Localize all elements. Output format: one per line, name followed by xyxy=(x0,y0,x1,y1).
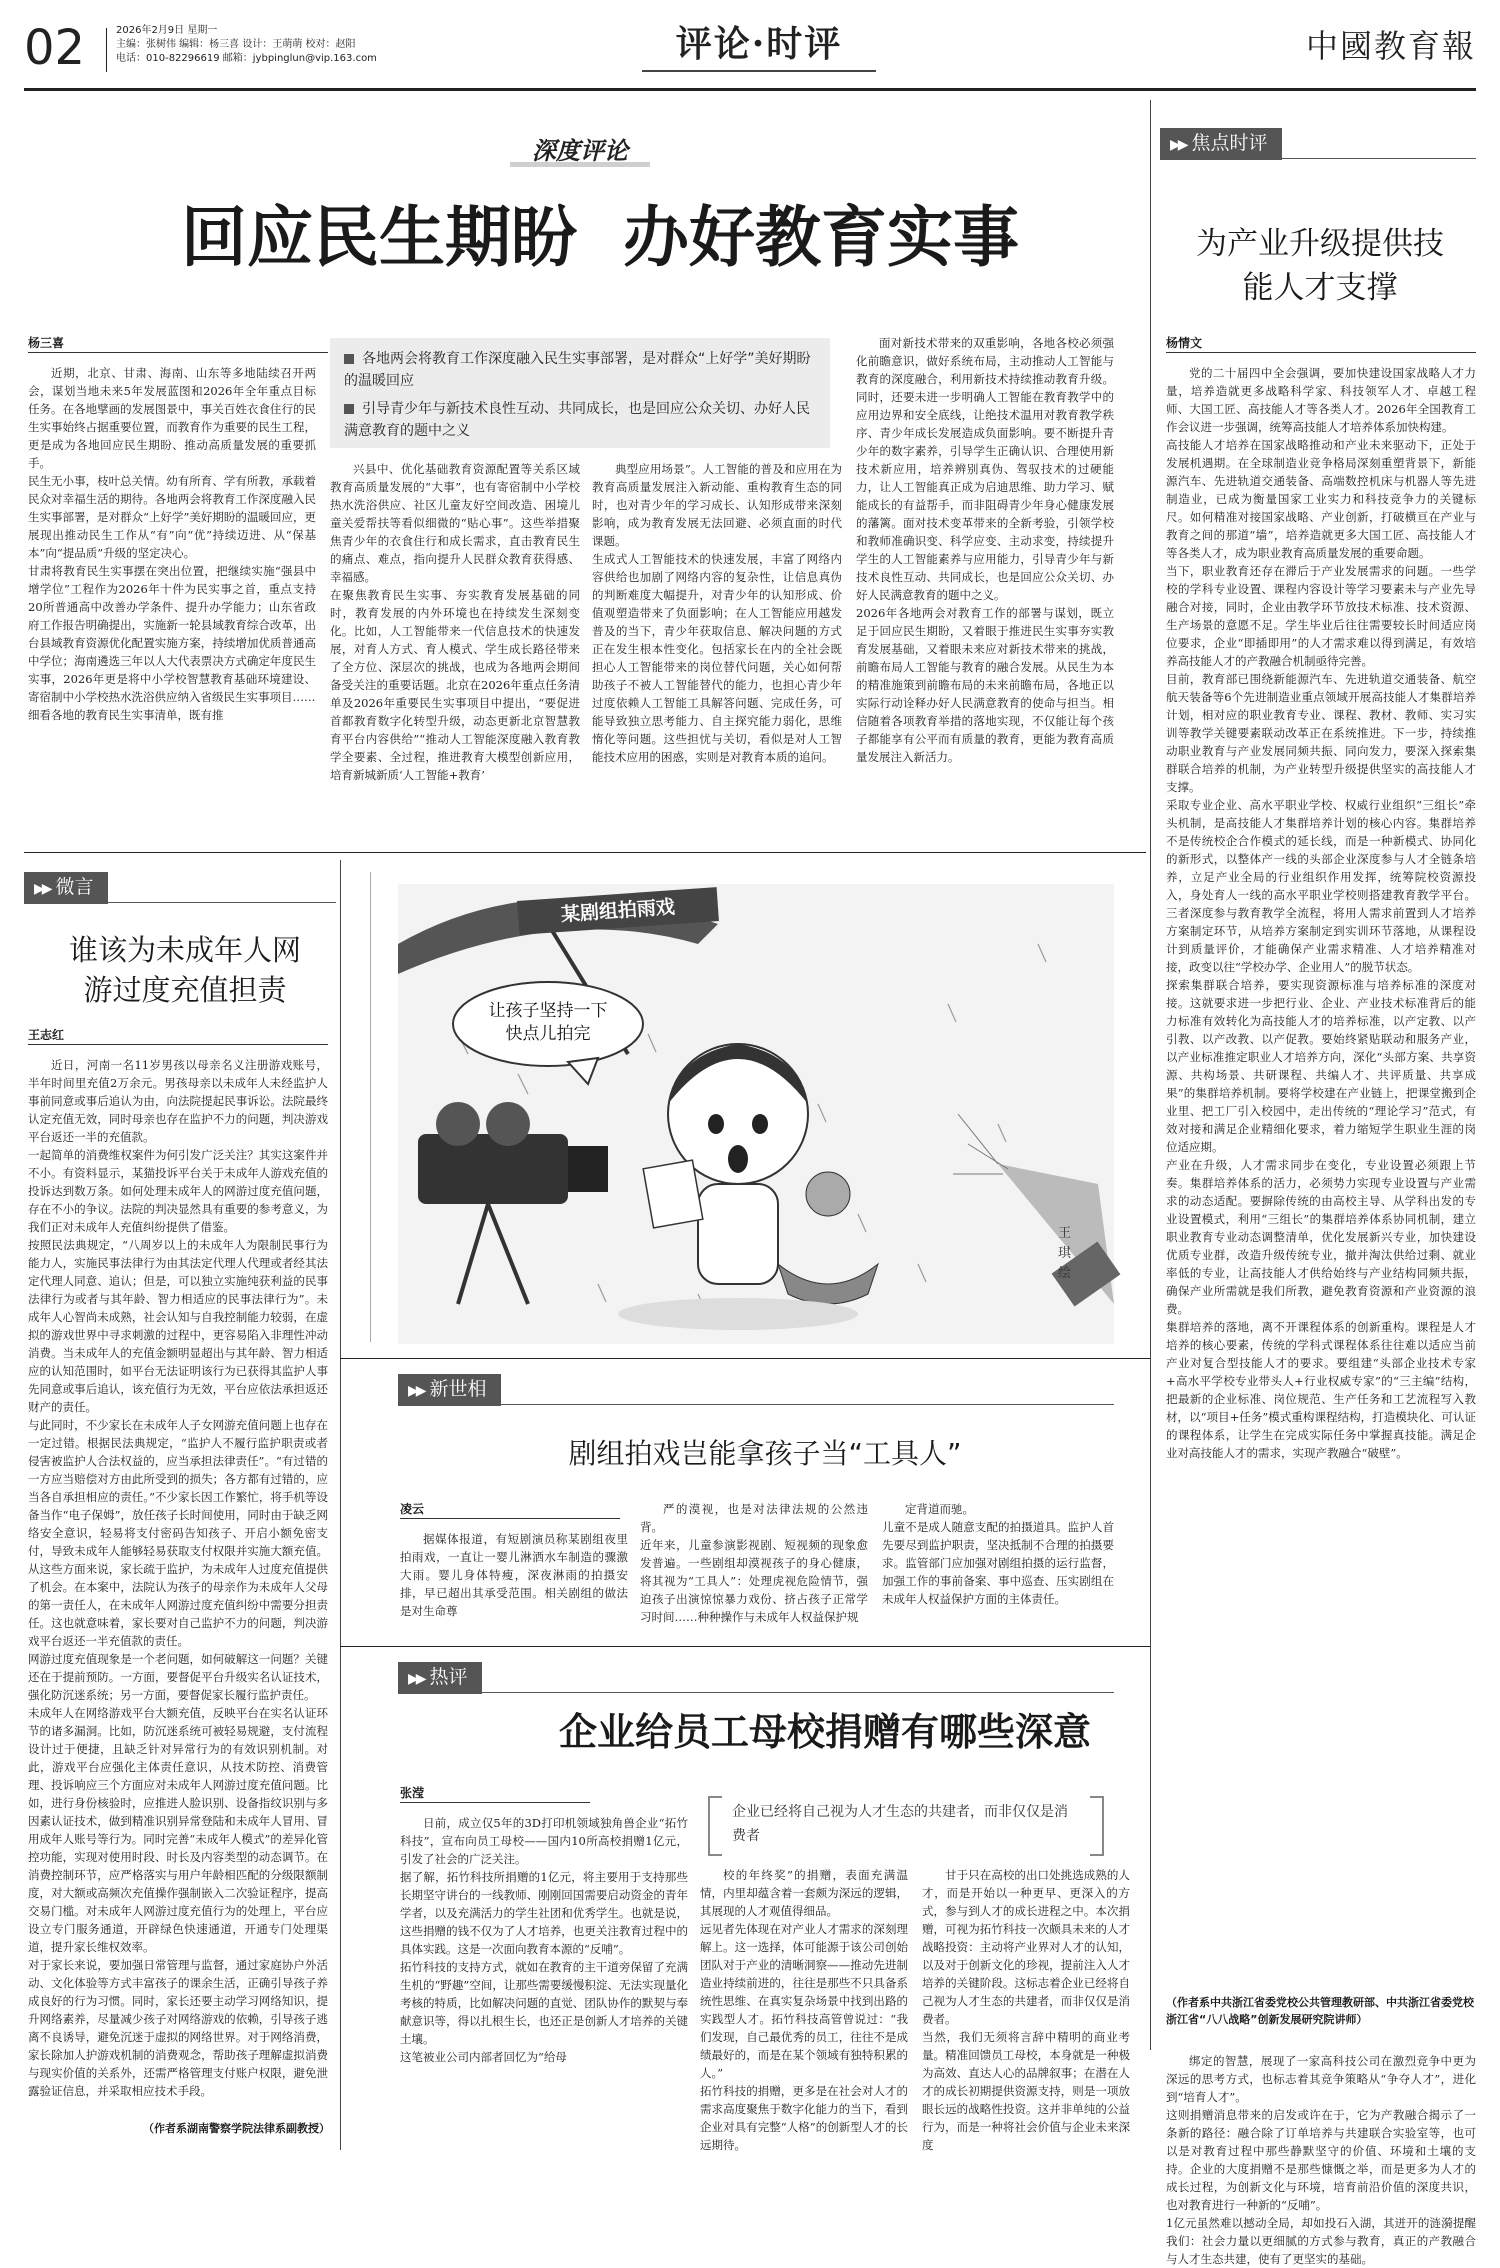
pullquote-1 xyxy=(344,348,816,392)
double-arrow-icon: ▶▶ xyxy=(34,881,50,897)
masthead-rule xyxy=(24,88,1476,91)
xinshijie-tag xyxy=(398,1374,501,1406)
xinshijie-bottom-rule xyxy=(340,1646,1150,1647)
kicker-text: 深度评论 xyxy=(532,136,628,165)
masthead-meta xyxy=(116,24,456,66)
repin-col-4: 绑定的智慧，展现了一家高科技公司在激烈竞争中更为深远的思考方式，也标志着其竞争策略从“争夺人才”，进化到“培育人才”。 这则捐赠消息带来的启发或许在于，它为产教融合揭示了一条新的路径：融合除了订单培养与共建联合实验室等，也可以是对教育过程中那些静默坚守的价值、环境和土壤的支持。企业的大度捐赠不是那些慷慨之举，而是更多为人才的成长过程，为创新文化与环境，培育前沿价值的深度共识，也对教育进行一种新的“反哺”。 1亿元虽然难以撼动全局，却如投石入湖，其迸开的涟漪提醒我们：社会力量以更细腻的方式参与教育，真正的产教融合与人才生态共建，使有了更坚实的基础。 xyxy=(1166,2054,1476,2266)
masthead-vrule xyxy=(106,28,107,72)
cartoon-drawing xyxy=(398,884,1114,1344)
weiyan-tag xyxy=(24,872,108,904)
weiyan-footnote: （作者系湖南警察学院法律系副教授） xyxy=(143,2122,330,2135)
cartoon-artist: 王琪 绘 xyxy=(1058,1226,1072,1281)
weiyan-tag-rule xyxy=(24,902,336,903)
cartoon-left-divider xyxy=(370,872,371,1342)
xinshijie-tag-label: 新世相 xyxy=(429,1378,487,1400)
pullquote-text: 各地两会将教育工作深度融入民生实事部署，是对群众“上好学”美好期盼的温暖回应 xyxy=(344,351,811,389)
double-arrow-icon: ▶▶ xyxy=(1170,137,1186,153)
focus-footnote: （作者系中共浙江省委党校公共管理教研部、中共浙江省委党校浙江省“八八战略”创新发展研究院讲师） xyxy=(1166,1996,1474,2026)
right-column-divider xyxy=(1150,100,1151,2050)
cartoon-illustration xyxy=(398,884,1114,1344)
date-line: 2026年2月9日 星期一 xyxy=(116,25,218,36)
lead-headline: 回应民生期盼 办好教育实事 xyxy=(181,199,1019,276)
lead-col-3: 典型应用场景”。人工智能的普及和应用在为教育高质量发展注入新动能、重构教育生态的同时，也对青少年的学习成长、认知形成带来深刻影响，成为教育发展无法回避、必须直面的时代课题。 生成式人工智能技术的快速发展，丰富了网络内容供给也加剧了网络内容的复杂性，让信息真伪的判断难度大幅提升，对青少年的认知形成、价值观塑造带来了负面影响；在人工智能应用越发普及的当下，青少年获取信息、解决问题的方式正在发生根本性变化。包括家长在内的全社会既担心人工智能带来的岗位替代问题，关心如何帮助孩子不被人工智能替代的能力，也担心青少年过度依赖人工智能工具解答问题、完成任务，可能导致独立思考能力、自主探究能力弱化，思维惰化等问题。这些担忧与关切，看似是对人工智能技术应用的困惑，实则是对教育本质的追问。 xyxy=(592,462,842,764)
focus-tag-label: 焦点时评 xyxy=(1191,132,1268,154)
section-title: 评论·时评 xyxy=(675,23,843,65)
square-bullet-icon xyxy=(344,354,354,364)
double-arrow-icon: ▶▶ xyxy=(408,1671,424,1687)
xinshijie-tag-rule xyxy=(398,1404,1114,1405)
repin-col-3: 甘于只在高校的出口处挑选成熟的人才，而是开始以一种更早、更深入的方式，参与到人才的成长进程之中。本次捐赠，可视为拓竹科技一次颇具未来的人才战略投资：主动将产业界对人才的认知，以及对于创新文化的珍视，提前注入人才培养的关键阶段。这标志着企业已经将自己视为人才生态的共建者，而非仅仅是消费者。 当然，我们无须将言辞中精明的商业考量。精准回馈员工母校，本身就是一种极为高效、直达人心的品牌叙事；在潜在人才的成长初期提供资源支持，则是一项放眼长远的战略性投资。这并非单纯的公益行为，而是一种将社会价值与企业未来深度 xyxy=(922,1868,1130,2152)
xinshijie-headline: 剧组拍戏岂能拿孩子当“工具人” xyxy=(568,1437,962,1470)
repin-author: 张滢 xyxy=(400,1786,425,1800)
weiyan-tag-label: 微言 xyxy=(55,876,94,898)
xinshijie-col-3: 定背道而驰。 儿童不是成人随意支配的拍摄道具。监护人首先要尽到监护职责，坚决抵制不合理的拍摄要求。监管部门应加强对剧组拍摄的运行监督，加强工作的事前备案、事中巡查、压实剧组在未成年人权益保护方面的主体责任。 xyxy=(882,1502,1114,1606)
xinshijie-col-2: 严的漠视，也是对法律法规的公然违背。 近年来，儿童参演影视剧、短视频的现象愈发普遍。一些剧组却漠视孩子的身心健康，将其视为“工具人”：处理虎视危险情节，强迫孩子出演惊惊暴力戏份、挤占孩子正常学习时间……种种操作与未成年人权益保护规 xyxy=(640,1502,868,1624)
lead-kicker xyxy=(510,134,650,174)
repin-author-rule xyxy=(400,1802,590,1803)
editor-line: 主编：张树伟 编辑：杨三喜 设计：王萌萌 校对：赵阳 xyxy=(116,39,356,50)
masthead xyxy=(24,18,1476,88)
focus-body: 党的二十届四中全会强调，要加快建设国家战略人才力量，培养造就更多战略科学家、科技领军人才、卓越工程师、大国工匠、高技能人才等各类人才。2026年全国教育工作会议进一步强调，统筹高技能人才培养体系加快构建。 高技能人才培养在国家战略推动和产业未来驱动下，正处于发展机遇期。在全球制造业竞争格局深刻重塑背景下，新能源汽车、先进轨道交通装备、高端数控机床与机器人等先进制造业，已成为衡量国家工业实力和科技竞争力的关键标尺。如何精准对接国家战略、产业创新，打破横亘在产业与教育之间的那道“墙”，培养造就更多大国工匠、高技能人才等各类人才，成为职业教育高质量发展的重要命题。 当下，职业教育还存在滞后于产业发展需求的问题。一些学校的学科专业设置、课程内容设计等学习要素未与产业先导融合对接，同时，企业由教学环节放技术标准、技术资源、生产场景的意愿不足。学生毕业后往往需要较长时间适应岗位要求，企业“即插即用”的人才需求难以得到满足，有效培养高技能人才的产教融合机制亟待完善。 目前，教育部已围绕新能源汽车、先进轨道交通装备、航空航天装备等6个先进制造业重点领域开展高技能人才集群培养计划，相对应的职业教育专业、课程、教材、教师、实习实训等教学关键要素联动改革正在系统推进。下一步，持续推动职业教育与产业发展同频共振、同向发力，要深入探索集群联合培养的机制，为产业转型升级提供坚实的高技能人才支撑。 采取专业企业、高水平职业学校、权威行业组织“三组长”牵头机制，是高技能人才集群培养计划的核心内容。集群培养不是传统校企合作模式的延长线，而是一种新模式、协同化的新形式，以整体产一线的头部企业深度参与人才全链条培养，立足产业全局的行业组织作用发挥，统筹院校资源投入，身处育人一线的高水平职业学校则搭建教育教学平台。三者深度参与教育教学全流程，将用人需求前置到人才培养方案制定环节，从培养方案制定到实训环节落地，从课程设计到质量评价，才能确保产业需求精准、人才培养精准对接，政变以往“学校办学、企业用人”的脱节状态。 探索集群联合培养，要实现资源标准与培养标准的深度对接。这就要求进一步把行业、企业、产业技术标准背后的能力标准有效转化为高技能人才的培养标准，以产定教、以产引教、以产改教、以产促教。要始终紧贴联动和服务产业，以产业标准推定职业人才培养方向，深化“头部方案、共享资源、共构场景、共研课程、共编人才、共评质量、共享成果”的集群培养机制。要将学校建在产业链上，把课堂搬到企业里、把工厂引入校园中，走出传统的“理论学习”范式，有效对接和满足企业精细化要求，着力缩短学生职业生涯的岗位适应期。 产业在升级，人才需求同步在变化，专业设置必须跟上节奏。集群培养体系的活力，必须势力实现专业设置与产业需求的动态适配。要摒除传统的由高校主导、从学科出发的专业设置模式，利用“三组长”的集群培养体系协同机制，建立职业教育专业动态调整清单，优化发展新兴专业，加快建设优质专业群，改造升级传统专业，撤并淘汰供给过剩、就业率低的专业，让高技能人才供给始终与产业结构同频共振，确保产业所需就是我们所教，避免教育资源和产业资源的浪费。 集群培养的落地，离不开课程体系的创新重构。课程是人才培养的核心要素，传统的学科式课程体系往往难以适应当前产业对复合型技能人才的要求。要组建“头部企业技术专家+高水平学校专业带头人+行业权威专家”的“三主编”结构，把最新的企业标准、岗位规范、生产任务和工艺流程写入教材，以“项目+任务”模式重构课程结构，打造模块化、可认证的课程体系，让学生在完成实际任务中掌握真技能。满足企业对高技能人才的需求，实现产教融合“破壁”。 xyxy=(1166,366,1476,1460)
contact-line: 电话：010-82296619 邮箱：jybpinglun@vip.163.com xyxy=(116,53,377,64)
lead-author: 杨三喜 xyxy=(28,336,65,350)
focus-tag-rule xyxy=(1160,158,1476,159)
weiyan-headline: 谁该为未成年人网游过度充值担责 xyxy=(68,933,301,1007)
cartoon-speech: 让孩子坚持一下快点儿拍完 xyxy=(488,1001,608,1044)
repin-tag xyxy=(398,1662,482,1694)
left-column-divider xyxy=(340,860,341,2150)
repin-headline: 企业给员工母校捐赠有哪些深意 xyxy=(558,1710,1091,1754)
weiyan-body: 近日，河南一名11岁男孩以母亲名义注册游戏账号，半年时间里充值2万余元。男孩母亲以未成年人未经监护人事前同意或事后追认为由，向法院提起民事诉讼。法院最终认定充值无效，同时母亲也存在监护不力的问题，判决游戏平台返还一半的充值款。 一起简单的消费维权案件为何引发广泛关注？其实这案件并不小。有资料显示，某猫投诉平台关于未成年人游戏充值的投诉达到数万条。如何处理未成年人的网游过度充值问题，存在不小的争议。法院的判决显然具有重要的参考意义，为我们正对未成年人充值纠纷提供了借鉴。 按照民法典规定，“八周岁以上的未成年人为限制民事行为能力人，实施民事法律行为由其法定代理人代理或者经其法定代理人同意、追认；但是，可以独立实施纯获利益的民事法律行为或者与其年龄、智力相适应的民事法律行为”。未成年人心智尚未成熟，社会认知与自我控制能力较弱，在虚拟的游戏世界中寻求刺激的过程中，更容易陷入非理性冲动消费。当未成年人的充值金额明显超出与其年龄、智力相适应的认知范围时，如平台无法证明该行为已获得其监护人事先同意或事后追认，该充值行为无效，平台应依法承担返还财产的责任。 与此同时，不少家长在未成年人子女网游充值问题上也存在一定过错。根据民法典规定，“监护人不履行监护职责或者侵害被监护人合法权益的，应当承担法律责任”。“有过错的一方应当赔偿对方由此所受到的损失；各方都有过错的，应当各自承担相应的责任。”不少家长因工作繁忙，将手机等设备当作“电子保姆”，放任孩子长时间使用，同时由于缺乏网络安全意识，轻易将支付密码告知孩子、开启小额免密支付，导致未成年人能够轻易获取支付权限并实施大额充值。从这些方面来说，家长疏于监护，为未成年人过度充值提供了机会。在本案中，法院认为孩子的母亲作为未成年人父母的第一责任人，在未成年人网游过度充值纠纷中需要分担责任。这也就意味着，家长要对自己监护不力的问题，判决游戏平台返还一半充值款的责任。 网游过度充值现象是一个老问题，如何破解这一问题？关键还在于提前预防。一方面，要督促平台升级实名认证技术，强化防沉迷系统；另一方面，要督促家长履行监护责任。 未成年人在网络游戏平台大额充值，反映平台在实名认证环节的诸多漏洞。比如，防沉迷系统可被轻易规避，支付流程设计过于便捷，且缺乏针对异常行为的有效识别机制。对此，游戏平台应强化主体责任意识，从技术防控、消费管理、投诉响应三个方面应对未成年人网游过度充值问题。比如，进行身份核验时，应推进人脸识别、设备指纹识别与多因素认证技术，做到精准识别异常登陆和未成年人冒用、冒用成年人账号等行为。同时完善“未成年人模式”的差异化管控功能，实现对使用时段、时长及内容类型的动态调节。在消费控制环节，应严格落实与用户年龄相匹配的分级限额制度，对大额或高频次充值操作强制嵌入二次验证程序，提高交易门槛。对未成年人网游过度充值行为的处理上，平台应设立专门服务通道，开辟绿色快速通道，开通专门处理渠道，提升家长维权效率。 对于家长来说，要加强日常管理与监督，通过家庭协户外活动、文化体验等方式丰富孩子的课余生活，正确引导孩子养成良好的行为习惯。同时，家长还要主动学习网络知识，提升网络素养，尽量减少孩子对网络游戏的依赖，引导孩子逃离不良诱导，避免沉迷于虚拟的网络世界。对于网络消费，家长除加人护游戏机制的消费观念，帮助孩子理解虚拟消费与现实价值的关系外，还需严格管理支付账户权限，避免泄露验证信息，并采取相应技术手段。 xyxy=(28,1058,328,2098)
focus-author: 杨情文 xyxy=(1166,336,1203,350)
pullquote-bracket-left xyxy=(708,1796,722,1856)
weiyan-author-rule xyxy=(28,1044,328,1045)
xinshijie-col-1: 据媒体报道，有短剧演员称某剧组夜里拍雨戏，一直让一婴儿淋洒水车制造的骤激大雨。婴儿身体特瘦，深夜淋雨的拍摄安排，早已超出其承受范围。相关剧组的做法是对生命尊 xyxy=(400,1532,628,1618)
repin-tag-label: 热评 xyxy=(429,1666,468,1688)
repin-pullquote xyxy=(708,1796,1104,1852)
lead-author-rule xyxy=(28,352,328,353)
paper-name: 中國教育報 xyxy=(1305,27,1476,65)
repin-tag-rule xyxy=(398,1692,1114,1693)
lead-bottom-rule xyxy=(24,852,1146,853)
focus-author-rule xyxy=(1166,352,1476,353)
repin-col-2: 校的年终奖”的捐赠，表面充满温情，内里却蕴含着一套颇为深远的逻辑，其展现的人才观值得细品。 远见者先体现在对产业人才需求的深刻理解上。这一选择，体可能源于该公司创始团队对于产业的清晰洞察——推动先进制造业持续前进的，往往是那些不只具备系统性思维、在真实复杂场景中找到出路的实践型人才。拓竹科技高管曾说过：“我们发现，自己最优秀的员工，往往不是成绩最好的，而是在某个领域有独特积累的人。” 拓竹科技的捐赠，更多是在社会对人才的需求高度聚焦于数字化能力的当下，看到企业对具有完整“人格”的创新型人才的长远期待。 xyxy=(700,1868,908,2152)
cartoon-bottom-rule xyxy=(340,1358,1150,1359)
focus-headline: 为产业升级提供技能人才支撑 xyxy=(1196,226,1444,306)
lead-col-4: 面对新技术带来的双重影响，各地各校必须强化前瞻意识，做好系统布局，主动推动人工智能与教育的深度融合，利用新技术持续推动教育升级。同时，还要未进一步明确人工智能在教育教学中的应用边界和安全底线，让绝技术温用对教育教学秩序、青少年成长发展造成负面影响。要不断提升青少年的数字素养，引导学生正确认识、合理使用新技术新应用，培养辨别真伪、驾驭技术的过硬能力，让人工智能真正成为启迪思维、助力学习、赋能成长的有益帮手，而非阻碍青少年身心健康发展的藩篱。面对技术变革带来的全新考验，引领学校和教师准确识变、科学应变、主动求变，持续提升学生的人工智能素养与应用能力，引导青少年与新技术良性互动、共同成长，也是回应公众关切、办好人民满意教育的题中之义。 2026年各地两会对教育工作的部署与谋划，既立足于回应民生期盼，又着眼于推进民生实事夯实教育发展基础，又着眼未来应对新技术带来的挑战，前瞻布局人工智能与教育的融合发展。从民生为本的精准施策到前瞻布局的未来前瞻布局，各地正以实际行动诠释办好人民满意教育的使命与担当。相信随着各项教育举措的落地实现，不仅能让每个孩子都能享有公平而有质量的教育，更能为教育高质量发展注入新活力。 xyxy=(856,336,1114,764)
pullquote-text: 引导青少年与新技术良性互动、共同成长，也是回应公众关切、办好人民满意教育的题中之义 xyxy=(344,401,810,439)
page-number: 02 xyxy=(24,20,86,76)
xinshijie-author-rule xyxy=(400,1518,620,1519)
weiyan-author: 王志红 xyxy=(28,1028,65,1042)
repin-pullquote-text: 企业已经将自己视为人才生态的共建者，而非仅仅是消费者 xyxy=(732,1804,1068,1844)
lead-pullquote-box xyxy=(330,338,830,448)
repin-col-1: 日前，成立仅5年的3D打印机领域独角兽企业“拓竹科技”，宣布向员工母校——国内10所高校捐赠1亿元，引发了社会的广泛关注。 据了解，拓竹科技所捐赠的1亿元，将主要用于支持那些长期坚守讲台的一线教师、刚刚回国需要启动资金的青年学者，以及充满活力的学生社团和优秀学生。也就是说，这些捐赠的钱不仅为了人才培养，也更关注教育过程中的具体实践。这是一次面向教育本源的“反哺”。 拓竹科技的支持方式，就如在教育的主干道旁保留了充满生机的“野趣”空间，让那些需要缓慢积淀、无法实现量化考核的特质，比如解决问题的直觉、团队协作的默契与奉献意识等，得以扎根生长，也还正是创新人才培养的关键土壤。 这笔被业公司内部者回忆为“给母 xyxy=(400,1816,688,2064)
lead-col-1: 近期，北京、甘肃、海南、山东等多地陆续召开两会，谋划当地未来5年发展蓝图和2026年全年重点目标任务。在各地擘画的发展图景中，事关百姓衣食住行的民生实事始终占据重要位置，而教育作为重要的民生工程，更是成为各地回应民生期盼、推动高质量发展的重要抓手。 民生无小事，枝叶总关情。幼有所育、学有所教，承载着民众对幸福生活的期待。各地两会将教育工作深度融入民生实事部署，是对群众“上好学”美好期盼的温暖回应，更展现出推动民生工作从“有”向“优”持续迈进、从“保基本”向“提品质”升级的坚定决心。 甘肃将教育民生实事摆在突出位置，把继续实施“强县中增学位”工程作为2026年十件为民实事之首，重点支持20所普通高中改善办学条件、提升办学能力；山东省政府工作报告明确提出，实施新一轮县域教育综合改革，出台县域教育资源优化配置实施方案，持续增加优质普通高中学位；海南遴选三年以人大代表票决方式确定年度民生实事，2026年更是将中小学校智慧教育基础环境建设、寄宿制中小学校热水洗浴供应纳入省级民生实事项目…… 细看各地的教育民生实事清单，既有推 xyxy=(28,366,316,722)
section-title-underline xyxy=(642,70,876,72)
cartoon-banner-text: 某剧组拍雨戏 xyxy=(560,896,676,926)
pullquote-bracket-right xyxy=(1090,1796,1104,1856)
pullquote-2 xyxy=(344,398,816,442)
lead-col-2: 兴县中、优化基础教育资源配置等关系区域教育高质量发展的“大事”，也有寄宿制中小学校热水洗浴供应、社区儿童友好空间改造、困境儿童关爱帮扶等看似细微的“贴心事”。这些举措聚焦青少年的衣食住行和成长需求，直击教育民生的痛点、难点，指向提升人民群众教育获得感、幸福感。 在聚焦教育民生实事、夯实教育发展基础的同时，教育发展的内外环境也在持续发生深刻变化。比如，人工智能带来一代信息技术的快速发展，对育人方式、育人模式、学生成长路径带来了全方位、深层次的挑战，也成为各地两会期间备受关注的重要话题。北京在2026年重点任务清单及2026年重要民生实事项目中提出，“要促进首都教育数字化转型升级，动态更新北京智慧教育平台内容供给”“推动人工智能深度融入教育教学全要素、全过程，推进教育大模型创新应用，培育新城新质‘人工智能+教育’ xyxy=(330,462,580,782)
double-arrow-icon: ▶▶ xyxy=(408,1383,424,1399)
xinshijie-author: 凌云 xyxy=(400,1502,425,1516)
focus-tag xyxy=(1160,128,1282,160)
square-bullet-icon xyxy=(344,404,354,414)
